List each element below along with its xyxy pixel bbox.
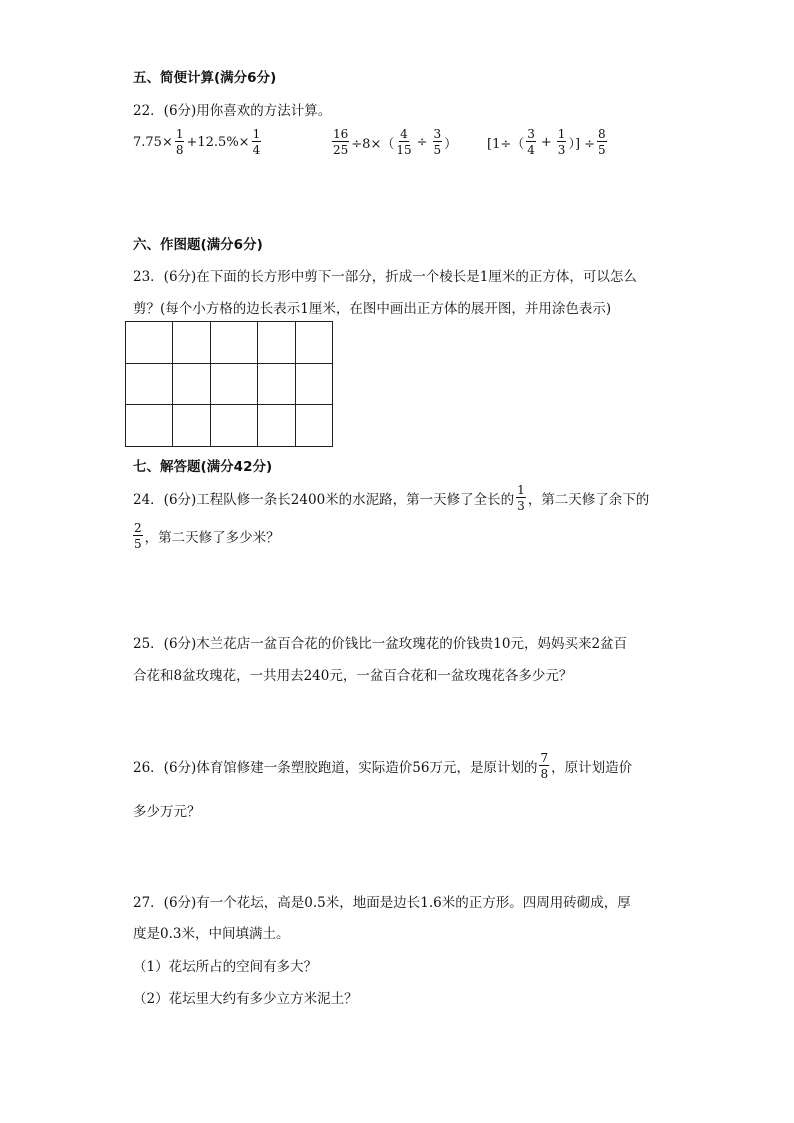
expr3-part-a: [1÷（: [487, 136, 525, 152]
grid-cell[interactable]: [211, 405, 257, 447]
grid-cell[interactable]: [126, 322, 173, 364]
fraction-denominator: 4: [527, 143, 535, 157]
section-7-heading: 七、解答题(满分42分): [133, 459, 273, 475]
fraction-denominator: 3: [517, 499, 525, 513]
expr2-fraction-1: [332, 128, 349, 156]
expr2-fraction-3: [433, 128, 443, 156]
question-27-line-2: 度是0.3米，中间填满土。: [133, 926, 290, 942]
grid-cell[interactable]: [211, 363, 257, 405]
expr3-fraction-3: [597, 128, 607, 156]
expr2-part-a: ÷8×（: [351, 136, 395, 152]
q26-text-b: ，原计划造价: [551, 760, 633, 776]
grid-cell[interactable]: [211, 322, 257, 364]
grid-cell[interactable]: [126, 405, 173, 447]
question-25-line-1: 25．(6分)木兰花店一盆百合花的价钱比一盆玫瑰花的价钱贵10元，妈妈买来2盆百: [133, 636, 628, 652]
fraction-denominator: 4: [252, 143, 261, 157]
grid-cell[interactable]: [173, 405, 211, 447]
fraction-numerator: 8: [598, 127, 606, 141]
question-26-line-2: 多少万元？: [133, 804, 201, 820]
fraction-numerator: 1: [557, 127, 566, 141]
fraction-numerator: 1: [252, 127, 261, 141]
grid-cell[interactable]: [257, 322, 295, 364]
grid-row: [126, 363, 333, 405]
q24-fraction-1: [516, 484, 526, 512]
q24-text-b: ，第二天修了余下的: [527, 492, 650, 508]
fraction-numerator: 2: [134, 521, 142, 535]
fraction-numerator: 4: [400, 127, 408, 141]
grid-cell[interactable]: [173, 363, 211, 405]
drawing-grid[interactable]: [125, 321, 333, 447]
expr2-close: ）: [444, 136, 458, 152]
fraction-denominator: 15: [396, 143, 412, 157]
grid-cell[interactable]: [295, 363, 332, 405]
expr1-part-a: 7.75×: [133, 134, 173, 150]
section-5-heading: 五、简便计算(满分6分): [133, 70, 277, 86]
q26-text-a: 26．(6分)体育馆修建一条塑胶跑道，实际造价56万元，是原计划的: [133, 760, 538, 776]
question-27-sub-2: （2）花坛里大约有多少立方米泥土？: [133, 991, 358, 1007]
grid-row: [126, 405, 333, 447]
question-26-line-1: [133, 752, 632, 780]
grid-cell[interactable]: [257, 405, 295, 447]
grid-cell[interactable]: [126, 363, 173, 405]
question-22-text: 22．(6分)用你喜欢的方法计算。: [133, 103, 332, 119]
question-25-line-2: 合花和8盆玫瑰花，一共用去240元，一盆百合花和一盆玫瑰花各多少元？: [133, 668, 573, 684]
grid-cell[interactable]: [295, 405, 332, 447]
q22-expression-3: [487, 128, 609, 156]
q24-text-a: 24．(6分)工程队修一条长2400米的水泥路，第一天修了全长的: [133, 492, 515, 508]
fraction-numerator: 3: [527, 127, 535, 141]
fraction-numerator: 16: [333, 127, 349, 141]
q24-text-c: ，第二天修了多少米？: [144, 530, 280, 546]
question-23-line-2: 剪？(每个小方格的边长表示1厘米，在图中画出正方体的展开图，并用涂色表示): [133, 301, 612, 317]
expr3-part-b: ）] ÷: [568, 136, 596, 152]
q22-expression-2: [330, 128, 457, 156]
fraction-denominator: 25: [333, 143, 349, 157]
question-27-line-1: 27．(6分)有一个花坛，高是0.5米，地面是边长1.6米的正方形。四周用砖砌成，厚: [133, 895, 631, 911]
grid-row: [126, 322, 333, 364]
fraction-numerator: 1: [517, 483, 525, 497]
expr1-part-b: +12.5%×: [186, 134, 250, 150]
expr2-operator: ÷: [416, 134, 428, 150]
fraction-denominator: 5: [433, 143, 442, 157]
fraction-numerator: 7: [540, 751, 549, 765]
fraction-denominator: 3: [557, 143, 566, 157]
question-24-line-1: [133, 484, 649, 512]
section-6-heading: 六、作图题(满分6分): [133, 237, 263, 253]
expr3-fraction-1: [526, 128, 536, 156]
expr1-fraction-2: [252, 128, 262, 156]
question-23-line-1: 23．(6分)在下面的长方形中剪下一部分，折成一个棱长是1厘米的正方体，可以怎么: [133, 269, 637, 285]
fraction-denominator: 8: [175, 143, 184, 157]
fraction-numerator: 3: [433, 127, 442, 141]
grid-cell[interactable]: [295, 322, 332, 364]
fraction-numerator: 1: [175, 127, 184, 141]
question-27-sub-1: （1）花坛所占的空间有多大？: [133, 959, 318, 975]
fraction-denominator: 5: [598, 143, 606, 157]
q22-expression-1: [133, 128, 263, 156]
question-24-line-2: [133, 522, 280, 550]
expr2-fraction-2: [396, 128, 411, 156]
expr3-operator: +: [540, 134, 552, 150]
q24-fraction-2: [133, 522, 143, 550]
expr3-fraction-2: [557, 128, 567, 156]
q26-fraction: [539, 752, 549, 780]
fraction-denominator: 5: [134, 537, 142, 551]
grid-cell[interactable]: [173, 322, 211, 364]
expr1-fraction-1: [175, 128, 185, 156]
grid-cell[interactable]: [257, 363, 295, 405]
fraction-denominator: 8: [540, 767, 549, 781]
